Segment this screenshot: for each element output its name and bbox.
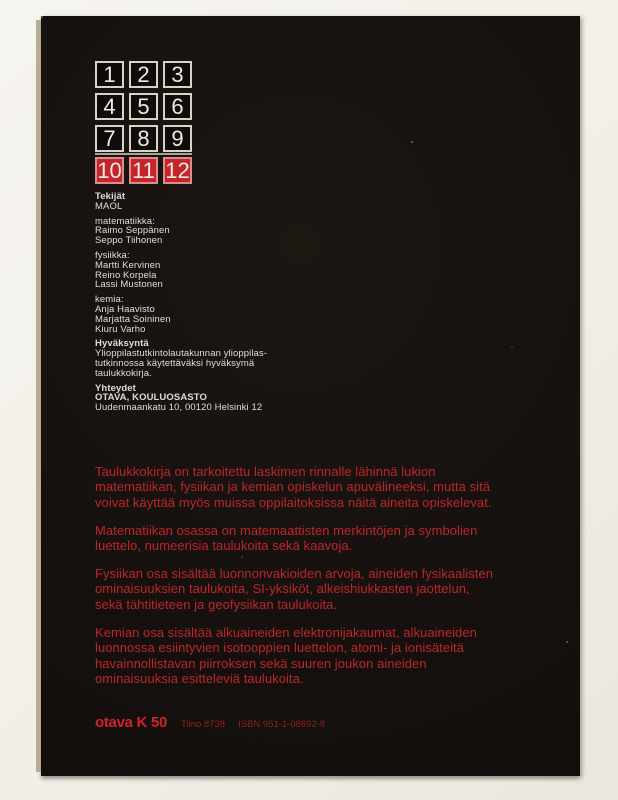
blurb-line: luettelo, numeerisia taulukoita sekä kaavoja. [95, 538, 353, 554]
credit-line: Kiuru Varho [95, 323, 146, 335]
blurb-line: Kemian osa sisältää alkuaineiden elektronijakaumat, alkuaineiden [95, 624, 477, 640]
grid-cell-1: 1 [95, 61, 124, 88]
blurb-line: Taulukkokirja on tarkoitettu laskimen rinnalle lähinnä lukion [95, 464, 436, 479]
grid-cell-7: 7 [95, 125, 124, 152]
dust-specks [41, 16, 43, 18]
credit-line: Ylioppilastutkintolautakunnan ylioppilas- [95, 348, 268, 360]
blurb-line: matematiikan, fysiikan ja kemian opiskelun apuvälineeksi, mutta sitä [95, 479, 491, 495]
number-grid [95, 61, 192, 184]
credit-line: tutkinnossa käytettäväksi hyväksymä [95, 357, 255, 369]
description-paragraph-2 [95, 523, 493, 554]
blurb-line: havainnollistavan piirroksen sekä suuren joukon aineiden [95, 655, 427, 671]
credit-line: fysiikka: [95, 249, 130, 261]
grid-cell-5: 5 [129, 93, 158, 120]
description-paragraph-3 [95, 566, 493, 612]
book-back-cover [41, 16, 580, 776]
grid-cell-6: 6 [163, 93, 192, 120]
credit-line: Anja Haavisto [95, 303, 155, 315]
blurb-line: ominaisuuksien taulukoita, SI-yksiköt, alkeishiukkasten jaottelun, [95, 581, 470, 597]
credit-line: matematiikka: [95, 215, 155, 227]
description-paragraph-4 [95, 625, 493, 687]
credit-line: Tekijät [95, 191, 126, 202]
grid-cell-8: 8 [129, 125, 158, 152]
credit-line: Hyväksyntä [95, 338, 149, 350]
credits-section [95, 192, 267, 418]
credit-group-2 [95, 251, 267, 290]
description-paragraphs [95, 464, 493, 699]
blurb-line: Matematiikan osassa on matemaattisten merkintöjen ja symbolien [95, 522, 478, 538]
grid-cell-11: 11 [129, 157, 158, 184]
grid-separator-line [95, 153, 192, 155]
order-number: Tilno 8738 [181, 719, 226, 730]
credit-line: kemia: [95, 294, 124, 306]
credit-line: Marjatta Soininen [95, 313, 171, 325]
blurb-line: ominaisuuksia esitteleviä taulukoita. [95, 670, 304, 686]
grid-cell-9: 9 [163, 125, 192, 152]
blurb-line: voivat käyttää myös muissa oppilaitoksissa näitä aineita opiskelevat. [95, 494, 492, 510]
credit-group-0 [95, 192, 267, 212]
credit-line: Yhteydet [95, 382, 136, 394]
footer-line [95, 714, 325, 731]
credit-line: MAOL [95, 200, 123, 212]
credit-line: Lassi Mustonen [95, 279, 163, 291]
credit-line: Raimo Seppänen [95, 225, 170, 237]
credit-group-5 [95, 384, 267, 413]
publisher-code: otava K 50 [95, 714, 168, 731]
credit-group-1 [95, 217, 267, 246]
grid-cell-2: 2 [129, 61, 158, 88]
blurb-line: sekä tähtitieteen ja geofysiikan taulukoita. [95, 596, 338, 612]
credit-line: Seppo Tiihonen [95, 235, 163, 247]
credit-line: taulukkokirja. [95, 367, 152, 379]
credit-group-3 [95, 295, 267, 334]
description-paragraph-1 [95, 464, 493, 510]
credit-line: Uudenmaankatu 10, 00120 Helsinki 12 [95, 402, 263, 414]
grid-cell-12: 12 [163, 157, 192, 184]
blurb-line: Fysiikan osa sisältää luonnonvakioiden arvoja, aineiden fysikaalisten [95, 566, 494, 582]
grid-cell-10: 10 [95, 157, 124, 184]
blurb-line: luonnossa esiintyvien isotooppien luettelon, atomi- ja ionisäteitä [95, 640, 464, 656]
credit-line: Martti Kervinen [95, 259, 161, 271]
grid-cell-3: 3 [163, 61, 192, 88]
grid-cell-4: 4 [95, 93, 124, 120]
isbn-number: ISBN 951-1-08692-8 [238, 719, 326, 730]
credit-line: OTAVA, KOULUOSASTO [95, 392, 207, 404]
credit-line: Reino Korpela [95, 269, 157, 281]
credit-group-4 [95, 339, 267, 378]
